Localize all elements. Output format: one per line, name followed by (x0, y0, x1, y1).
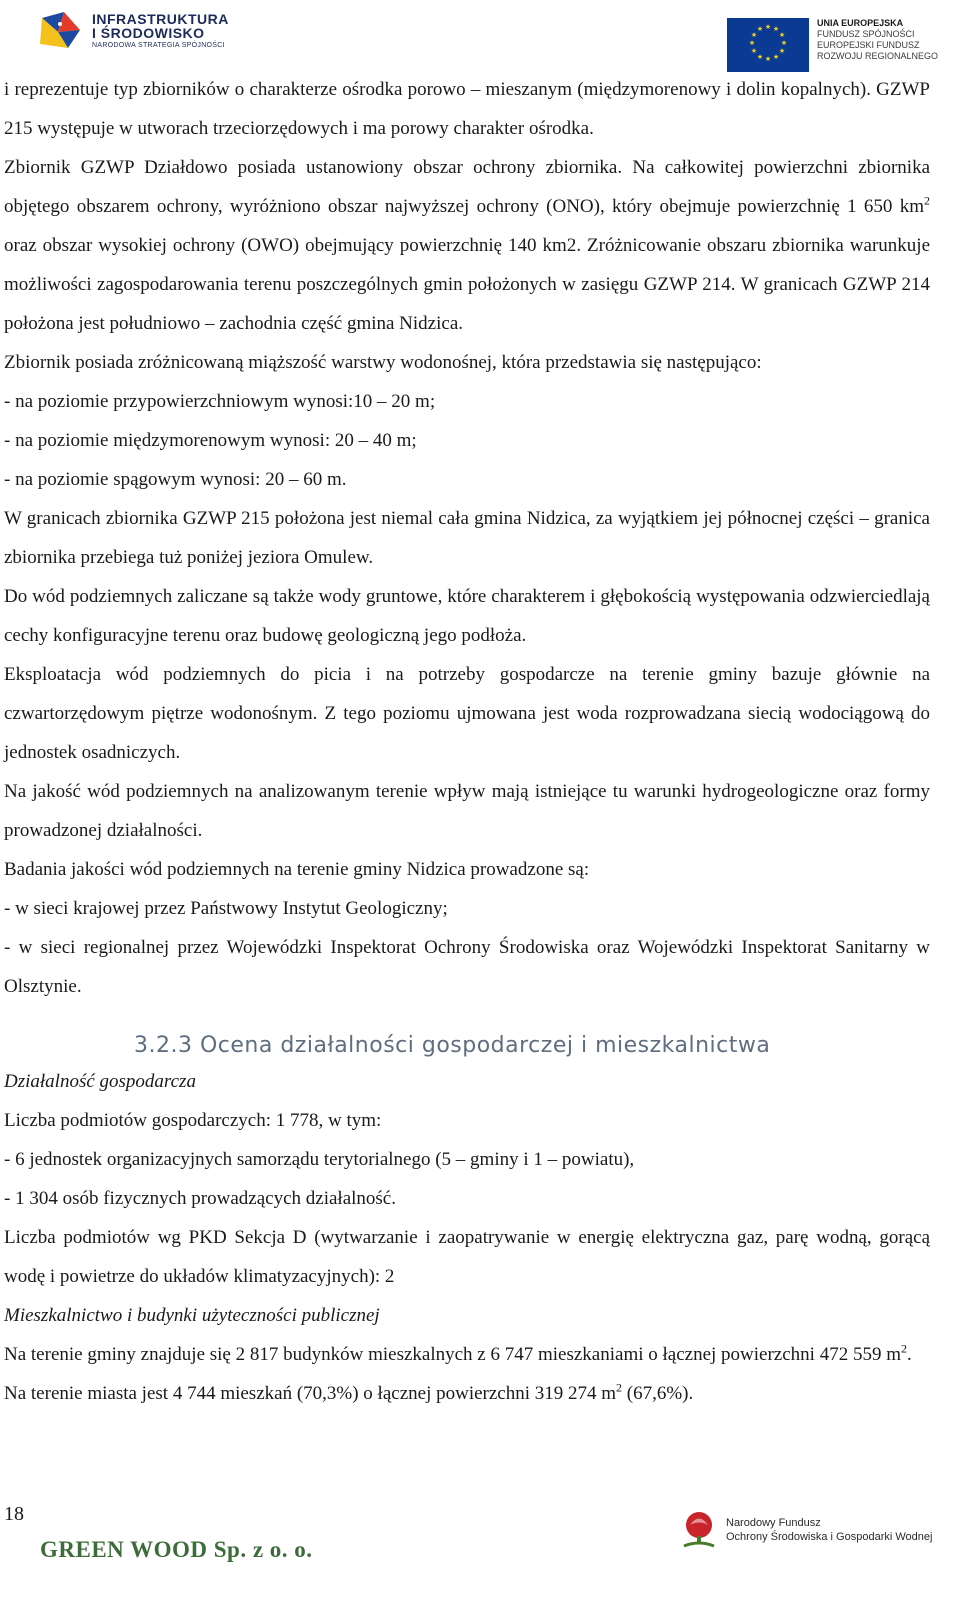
list-item: - w sieci krajowej przez Państwowy Instytut Geologiczny; (4, 898, 448, 919)
eu-line4: ROZWOJU REGIONALNEGO (817, 51, 939, 61)
logo-line2: I ŚRODOWISKO (92, 24, 205, 41)
svg-text:★: ★ (764, 55, 772, 63)
logo-line3: NARODOWA STRATEGIA SPÓJNOŚCI (92, 41, 225, 49)
text-segment: Zbiornik GZWP Działdowo posiada ustanowiony obszar ochrony zbiornika. Na całkowitej powierzchni zbiornika objętego obszarem ochrony, wyróżniono obszar najwyższej ochrony (ONO), który obejmuje powierzchnię 1 650 km (4, 157, 930, 217)
list-item: - na poziomie spągowym wynosi: 20 – 60 m. (4, 469, 347, 490)
text-segment: (67,6%). (622, 1383, 694, 1404)
svg-text:★: ★ (764, 23, 772, 31)
page-number: 18 (4, 1503, 24, 1525)
eu-flag-icon (727, 18, 809, 72)
paragraph: Liczba podmiotów wg PKD Sekcja D (wytwarzanie i zaopatrywanie w energię elektryczna gaz, parę wodną, gorącą wodę i powietrze do układów klimatyzacyjnych): 2 (4, 1227, 930, 1287)
nfosigw-logo (680, 1510, 932, 1550)
infrastruktura-logo (38, 10, 229, 50)
svg-text:★: ★ (780, 39, 788, 47)
svg-text:★: ★ (750, 31, 758, 39)
text-segment: . (906, 1344, 912, 1365)
text-segment: oraz obszar wysokiej ochrony (OWO) obejmujący powierzchnię 140 km2. Zróżnicowanie obszaru zbiornika warunkuje możliwości zagospodarowania terenu poszczególnych gmin położonych w zasięgu GZWP 214. W granicach GZWP 214 położona jest południowo – zachodnia część gmina Nidzica. (4, 235, 930, 334)
text-segment: Na terenie gminy znajduje się 2 817 budynków mieszkalnych z 6 747 mieszkaniami o łącznej powierzchni 472 559 m (4, 1344, 901, 1365)
document-body (4, 70, 930, 1413)
svg-text:★: ★ (756, 53, 764, 61)
eu-line2: FUNDUSZ SPÓJNOŚCI (817, 29, 915, 39)
svg-text:★: ★ (772, 53, 780, 61)
paragraph: Badania jakości wód podziemnych na terenie gminy Nidzica prowadzone są: (4, 859, 590, 880)
svg-text:★: ★ (756, 25, 764, 33)
subheading: Mieszkalnictwo i budynki użyteczności publicznej (4, 1305, 380, 1326)
company-name: GREEN WOOD Sp. z o. o. (40, 1537, 313, 1562)
paragraph: Do wód podziemnych zaliczane są także wody gruntowe, które charakterem i głębokością występowania odzwierciedlają cechy konfiguracyjne terenu oraz budowę geologiczną jego podłoża. (4, 586, 930, 646)
eu-line3: EUROPEJSKI FUNDUSZ (817, 40, 920, 50)
eu-logo (727, 18, 938, 72)
superscript: 2 (900, 1341, 907, 1356)
list-item: - w sieci regionalnej przez Wojewódzki Inspektorat Ochrony Środowiska oraz Wojewódzki Inspektorat Sanitarny w Olsztynie. (4, 937, 930, 997)
paragraph: i reprezentuje typ zbiorników o charakterze ośrodka porowo – mieszanym (międzymorenowy i dolin kopalnych). GZWP 215 występuje w utworach trzeciorzędowych i ma porowy charakter ośrodka. (4, 79, 930, 139)
paragraph: Na jakość wód podziemnych na analizowanym terenie wpływ mają istniejące tu warunki hydrogeologiczne oraz formy prowadzonej działalności. (4, 781, 930, 841)
svg-text:★: ★ (778, 31, 786, 39)
eu-line1: UNIA EUROPEJSKA (817, 18, 904, 28)
paragraph (4, 148, 930, 343)
paragraph: Zbiornik posiada zróżnicowaną miąższość warstwy wodonośnej, która przedstawia się następująco: (4, 352, 762, 373)
superscript: 2 (924, 193, 930, 208)
paragraph (4, 1374, 930, 1413)
svg-text:★: ★ (748, 39, 756, 47)
text-segment: Na terenie miasta jest 4 744 mieszkań (70,3%) o łącznej powierzchni 319 274 m (4, 1383, 617, 1404)
logo-line1: INFRASTRUKTURA (92, 10, 229, 27)
paragraph: Liczba podmiotów gospodarczych: 1 778, w tym: (4, 1110, 382, 1131)
nf-line1: Narodowy Fundusz (726, 1517, 821, 1529)
svg-text:★: ★ (750, 47, 758, 55)
list-item: - 1 304 osób fizycznych prowadzących działalność. (4, 1188, 396, 1209)
svg-text:★: ★ (772, 25, 780, 33)
list-item: - 6 jednostek organizacyjnych samorządu terytorialnego (5 – gminy i 1 – powiatu), (4, 1149, 635, 1170)
paragraph: Eksploatacja wód podziemnych do picia i na potrzeby gospodarcze na terenie gminy bazuje głównie na czwartorzędowym piętrze wodonośnym. Z tego poziomu ujmowana jest woda rozprowadzana siecią wodociągową do jednostek osadniczych. (4, 664, 930, 763)
nss-emblem-icon (38, 10, 84, 50)
svg-text:★: ★ (778, 47, 786, 55)
page-header (0, 0, 960, 76)
paragraph: W granicach zbiornika GZWP 215 położona jest niemal cała gmina Nidzica, za wyjątkiem jej północnej części – granica zbiornika przebiega tuż poniżej jeziora Omulew. (4, 508, 930, 568)
list-item: - na poziomie przypowierzchniowym wynosi:10 – 20 m; (4, 391, 436, 412)
tree-emblem-icon (680, 1510, 718, 1550)
nf-line2: Ochrony Środowiska i Gospodarki Wodnej (726, 1531, 933, 1543)
list-item: - na poziomie międzymorenowym wynosi: 20 – 40 m; (4, 430, 417, 451)
superscript: 2 (616, 1380, 623, 1395)
paragraph (4, 1335, 930, 1374)
subheading: Działalność gospodarcza (4, 1071, 196, 1092)
section-heading: 3.2.3 Ocena działalności gospodarczej i mieszkalnictwa (134, 1033, 771, 1058)
